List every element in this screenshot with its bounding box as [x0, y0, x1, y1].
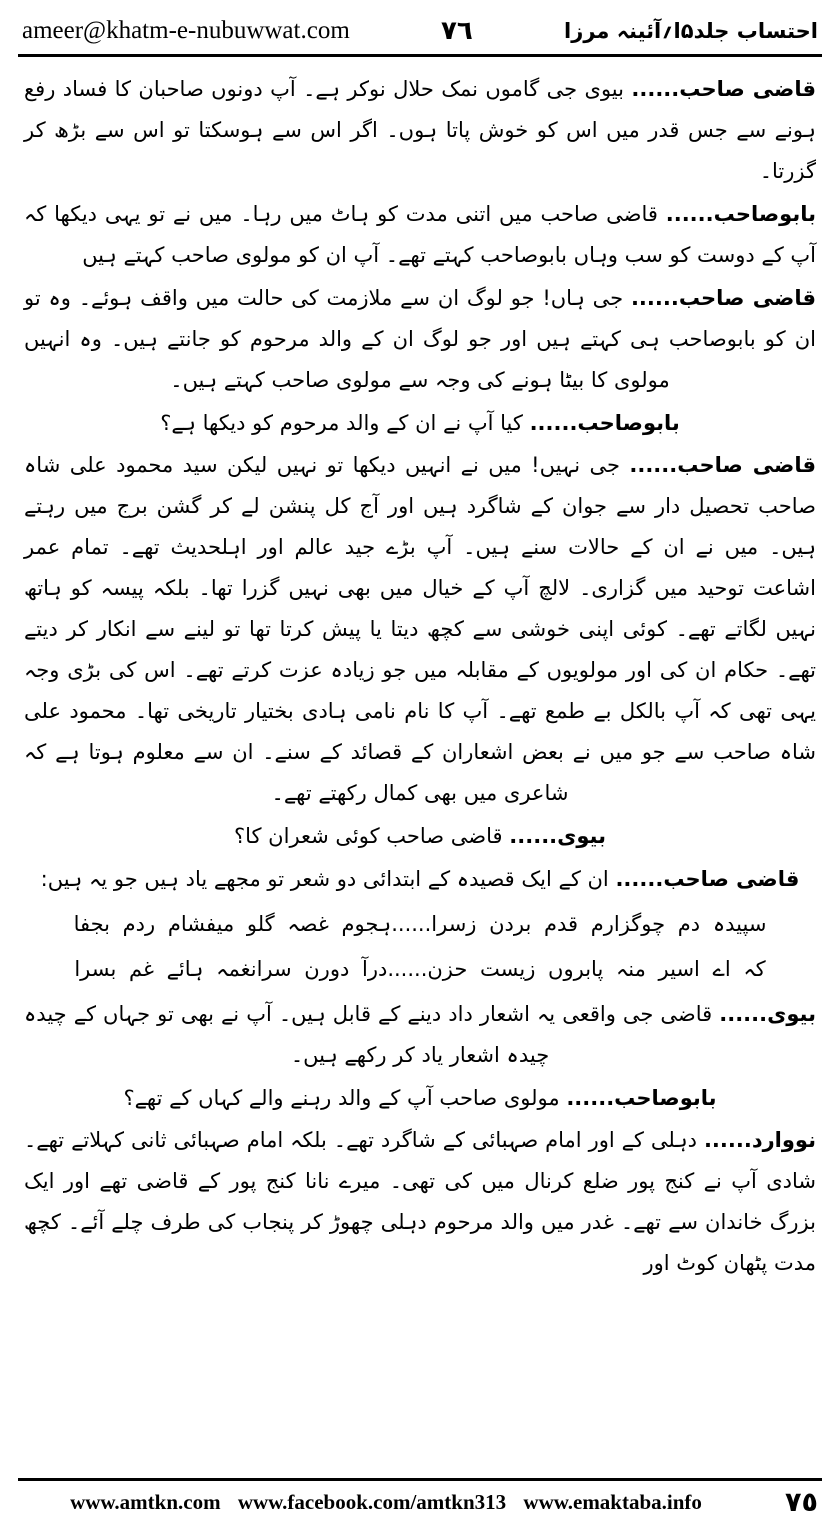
- dialogue-line: [24, 816, 816, 857]
- speaker-label: بابوصاحب......: [665, 201, 816, 226]
- dialogue-text: مولوی صاحب آپ کے والد رہنے والے کہاں کے تھے؟: [123, 1085, 560, 1110]
- speaker-label: قاضی صاحب......: [631, 77, 816, 101]
- dialogue-line: [24, 445, 816, 813]
- page-header: [18, 14, 822, 54]
- dialogue-text: دہلی کے اور امام صہبائی کے شاگرد تھے۔ بلکہ امام صہبائی ثانی کہلاتے تھے۔ شادی آپ نے کنج پور ضلع کرنال میں کی تھی۔ میرے نانا کنج پور کے قاضی تھے اور ایک بزرگ خاندان سے تھے۔ غدر میں والد مرحوم دہلی چھوڑ کر پنجاب کی طرف چلے آئے۔ کچھ مدت پٹھان کوٹ اور: [24, 1128, 816, 1276]
- header-divider: [18, 54, 822, 57]
- speaker-label: بیوی......: [719, 1001, 816, 1026]
- dialogue-text: ان کے ایک قصیدہ کے ابتدائی دو شعر تو مجھے یاد ہیں جو یہ ہیں:: [40, 866, 609, 891]
- header-page-number: ٧٦: [441, 16, 473, 46]
- dialogue-line: [24, 1078, 816, 1119]
- speaker-label: بابوصاحب......: [529, 410, 680, 435]
- verse-line: کہ اے اسیر منہ پابروں زیست حزن......درآ دورن سرانغمہ ہائے غم بسرا: [74, 956, 766, 981]
- speaker-label: نووارد......: [703, 1128, 816, 1153]
- dialogue-line: [24, 194, 816, 276]
- dialogue-text: قاضی صاحب میں اتنی مدت کو ہاٹ میں رہا۔ میں نے تو یہی دیکھا کہ آپ کے دوست کو سب وہاں بابوصاحب کہتے تھے۔ آپ ان کو مولوی صاحب کہتے ہیں: [24, 201, 816, 267]
- dialogue-text: جی نہیں! میں نے انہیں دیکھا تو نہیں لیکن سید محمود علی شاہ صاحب تحصیل دار سے جوان کے شاگرد ہیں اور آج کل پنشن لے کر گشن برج میں رہتے ہیں۔ میں نے ان کے حالات سنے ہیں۔ آپ بڑے جید عالم اور اہلحدیث تھے۔ تمام عمر اشاعت توحید میں گزاری۔ لالچ آپ کے خیال میں بھی نہیں گزرا تھا۔ بلکہ پیسہ کو ہاتھ نہیں لگاتے تھے۔ کوئی اپنی خوشی سے کچھ دیتا یا پیش کرتا تھا تو لینے سے انکار کر دیتے تھے۔ حکام ان کی اور مولویوں کے مقابلہ میں جو زیادہ عزت کرتے تھے۔ اس کی بڑی وجہ یہی تھی کہ آپ بالکل بے طمع تھے۔ آپ کا نام نامی ہادی بختیار تاریخی تھا۔ محمود علی شاہ صاحب سے جو میں نے بعض اشعاران کے قصائد کے سنے۔ ان سے معلوم ہوتا ہے کہ شاعری میں بھی کمال رکھتے تھے۔: [24, 453, 816, 805]
- speaker-label: بابوصاحب......: [566, 1085, 717, 1110]
- speaker-label: قاضی صاحب......: [629, 453, 816, 478]
- dialogue-line: [24, 859, 816, 900]
- dialogue-line: [24, 403, 816, 444]
- footer-page-number: ٧٥: [785, 1487, 818, 1518]
- dialogue-text: جی ہاں! جو لوگ ان سے ملازمت کی حالت میں واقف ہوئے۔ وہ تو ان کو بابوصاحب ہی کہتے ہیں اور جو لوگ ان کے والد مرحوم کو جانتے ہیں۔ وہ انہیں مولوی کا بیٹا ہونے کی وجہ سے مولوی صاحب کہتے ہیں۔: [24, 285, 816, 392]
- dialogue-text: قاضی جی واقعی یہ اشعار داد دینے کے قابل ہیں۔ آپ نے بھی تو جہاں کے چیدہ چیدہ اشعار یاد کر رکھے ہیں۔: [24, 1001, 713, 1067]
- dialogue-line: [24, 278, 816, 401]
- speaker-label: قاضی صاحب......: [630, 285, 816, 310]
- dialogue-line: [24, 994, 816, 1076]
- dialogue-text: کیا آپ نے ان کے والد مرحوم کو دیکھا ہے؟: [160, 410, 523, 435]
- speaker-label: قاضی صاحب......: [615, 866, 800, 891]
- document-body: [18, 69, 822, 1540]
- dialogue-text: قاضی صاحب کوئی شعران کا؟: [233, 823, 503, 848]
- contact-email: ameer@khatm-e-nubuwwat.com: [22, 17, 350, 44]
- dialogue-text: بیوی جی گاموں نمک حلال نوکر ہے۔ آپ دونوں صاحبان کا فساد رفع ہونے سے جس قدر میں اس کو خوش پاتا ہوں۔ اگر اس سے ہوسکتا تو اس سے بڑھ کر گزرتا۔: [24, 77, 816, 183]
- verse-line: سپیدہ دم چوگزارم قدم بردن زسرا......ہجوم غصہ گلو میفشام ردم بجفا: [73, 911, 767, 936]
- book-title: احتساب جلد۵ا؍آئینہ مرزا: [564, 19, 818, 43]
- footer-link-facebook[interactable]: www.facebook.com/amtkn313: [237, 1490, 507, 1514]
- page-footer: [0, 1478, 840, 1540]
- footer-links: [22, 1490, 750, 1515]
- footer-link-emaktaba[interactable]: www.emaktaba.info: [523, 1490, 702, 1514]
- footer-link-amtkn[interactable]: www.amtkn.com: [70, 1490, 221, 1514]
- speaker-label: بیوی......: [509, 823, 607, 848]
- dialogue-line: [24, 69, 816, 192]
- dialogue-line: [24, 1120, 816, 1284]
